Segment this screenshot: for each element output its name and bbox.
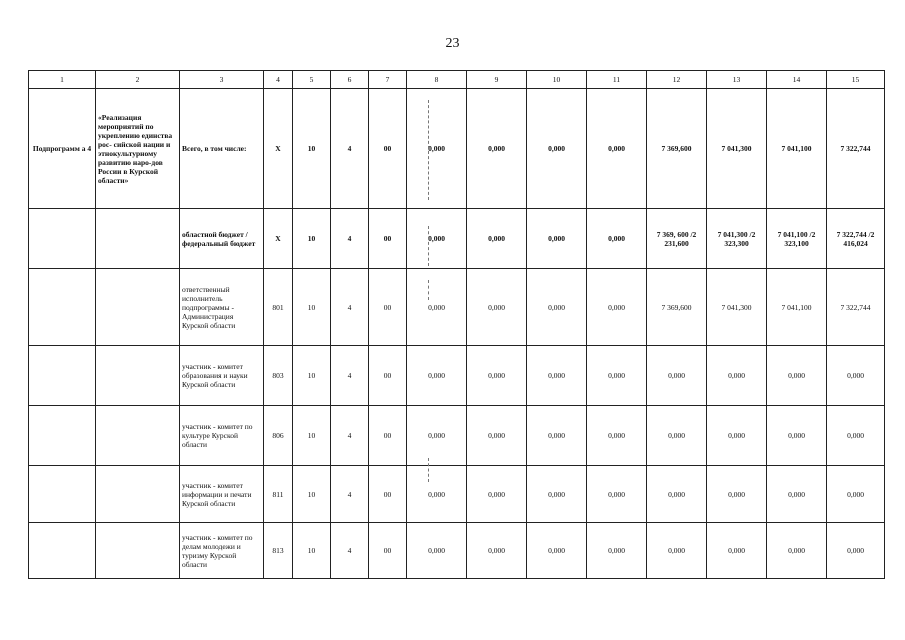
table-row [29, 89, 885, 209]
table-cell-col-10: 0,000 [527, 269, 587, 346]
table-cell-col-4: 811 [264, 466, 293, 523]
table-cell-col-13: 0,000 [707, 406, 767, 466]
table-cell-col-10: 0,000 [527, 346, 587, 406]
table-cell-col-5: 10 [293, 406, 331, 466]
table-cell-col-15: 0,000 [827, 406, 885, 466]
table-cell-col-8: 0,000 [407, 209, 467, 269]
table-cell-col-3: участник - комитет по делам молодежи и туризму Курской области [180, 523, 264, 579]
table-cell-col-14: 0,000 [767, 346, 827, 406]
table-cell-col-3: ответственный исполнитель подпрограммы - Администрация Курской области [180, 269, 264, 346]
column-header: 15 [827, 71, 885, 89]
table-cell-col-4: 803 [264, 346, 293, 406]
table-cell-col-9: 0,000 [467, 269, 527, 346]
table-cell-col-7: 00 [369, 466, 407, 523]
dashed-mark [428, 458, 429, 482]
table-cell-col-6: 4 [331, 269, 369, 346]
table-cell-col-6: 4 [331, 209, 369, 269]
table-cell-col-15: 0,000 [827, 523, 885, 579]
table-cell-col-13: 7 041,300 [707, 269, 767, 346]
table-cell-col-8: 0,000 [407, 523, 467, 579]
table-cell-col-12: 7 369,600 [647, 89, 707, 209]
table-cell-col-15: 0,000 [827, 466, 885, 523]
table-cell-col-3: участник - комитет по культуре Курской области [180, 406, 264, 466]
table-row [29, 406, 885, 466]
table-cell-col-3: участник - комитет образования и науки Курской области [180, 346, 264, 406]
table-cell-col-9: 0,000 [467, 346, 527, 406]
table-cell-col-11: 0,000 [587, 466, 647, 523]
table-cell-col-4: 813 [264, 523, 293, 579]
table-row [29, 209, 885, 269]
column-header: 10 [527, 71, 587, 89]
column-header: 1 [29, 71, 96, 89]
column-header: 4 [264, 71, 293, 89]
table-cell-col-6: 4 [331, 89, 369, 209]
dashed-mark [428, 226, 429, 266]
dashed-mark [428, 100, 429, 200]
table-cell-col-5: 10 [293, 269, 331, 346]
table-cell-col-4: 801 [264, 269, 293, 346]
table-cell-col-11: 0,000 [587, 523, 647, 579]
table-cell-col-11: 0,000 [587, 209, 647, 269]
table-cell-col-12: 7 369,600 [647, 269, 707, 346]
table-cell-col-12: 0,000 [647, 466, 707, 523]
table-cell-col-11: 0,000 [587, 89, 647, 209]
column-header: 5 [293, 71, 331, 89]
table-cell-col-7: 00 [369, 269, 407, 346]
table-cell-col-2 [96, 523, 180, 579]
table-cell-col-13: 0,000 [707, 466, 767, 523]
table-cell-col-13: 0,000 [707, 523, 767, 579]
column-header: 11 [587, 71, 647, 89]
table-cell-col-13: 7 041,300 /2 323,300 [707, 209, 767, 269]
table-cell-col-6: 4 [331, 406, 369, 466]
table-cell-col-3: областной бюджет /федеральный бюджет [180, 209, 264, 269]
table-cell-col-8: 0,000 [407, 269, 467, 346]
table-cell-col-8: 0,000 [407, 89, 467, 209]
table-cell-col-10: 0,000 [527, 523, 587, 579]
table-cell-col-1 [29, 466, 96, 523]
table-cell-col-4: 806 [264, 406, 293, 466]
table-cell-col-14: 0,000 [767, 466, 827, 523]
table-cell-col-15: 7 322,744 [827, 89, 885, 209]
table-cell-col-14: 0,000 [767, 406, 827, 466]
table-cell-col-2 [96, 466, 180, 523]
table-cell-col-2 [96, 406, 180, 466]
table-cell-col-6: 4 [331, 523, 369, 579]
table-cell-col-1 [29, 269, 96, 346]
table-cell-col-9: 0,000 [467, 466, 527, 523]
table-row [29, 346, 885, 406]
column-header: 13 [707, 71, 767, 89]
table-cell-col-3: участник - комитет информации и печати Курской области [180, 466, 264, 523]
table-cell-col-15: 0,000 [827, 346, 885, 406]
table-cell-col-4: Х [264, 89, 293, 209]
dashed-mark [428, 280, 429, 300]
table-cell-col-8: 0,000 [407, 406, 467, 466]
table-cell-col-11: 0,000 [587, 269, 647, 346]
table-cell-col-4: Х [264, 209, 293, 269]
column-header: 12 [647, 71, 707, 89]
column-header: 3 [180, 71, 264, 89]
table-cell-col-1 [29, 209, 96, 269]
table-cell-col-6: 4 [331, 346, 369, 406]
table-cell-col-12: 0,000 [647, 346, 707, 406]
table-row [29, 523, 885, 579]
table-cell-col-15: 7 322,744 /2 416,024 [827, 209, 885, 269]
table-cell-col-8: 0,000 [407, 466, 467, 523]
table-cell-col-14: 7 041,100 [767, 269, 827, 346]
column-header: 14 [767, 71, 827, 89]
table-cell-col-5: 10 [293, 523, 331, 579]
table-cell-col-1 [29, 346, 96, 406]
column-header: 6 [331, 71, 369, 89]
table-cell-col-10: 0,000 [527, 89, 587, 209]
table-cell-col-13: 7 041,300 [707, 89, 767, 209]
table-cell-col-9: 0,000 [467, 209, 527, 269]
page-number: 23 [445, 36, 460, 51]
column-header: 8 [407, 71, 467, 89]
table-cell-col-5: 10 [293, 89, 331, 209]
table-cell-col-1: Подпрограмм а 4 [29, 89, 96, 209]
table-cell-col-15: 7 322,744 [827, 269, 885, 346]
table-cell-col-5: 10 [293, 209, 331, 269]
table-cell-col-9: 0,000 [467, 523, 527, 579]
table-cell-col-11: 0,000 [587, 406, 647, 466]
table-cell-col-13: 0,000 [707, 346, 767, 406]
table-cell-col-12: 0,000 [647, 523, 707, 579]
column-header: 2 [96, 71, 180, 89]
table-cell-col-6: 4 [331, 466, 369, 523]
table-cell-col-7: 00 [369, 406, 407, 466]
table-cell-col-7: 00 [369, 346, 407, 406]
table-body [29, 89, 885, 579]
table-cell-col-9: 0,000 [467, 406, 527, 466]
table-cell-col-2 [96, 209, 180, 269]
table-cell-col-10: 0,000 [527, 209, 587, 269]
table-row [29, 466, 885, 523]
table-cell-col-1 [29, 406, 96, 466]
table-cell-col-14: 7 041,100 [767, 89, 827, 209]
table-cell-col-10: 0,000 [527, 406, 587, 466]
column-header: 9 [467, 71, 527, 89]
table-cell-col-7: 00 [369, 523, 407, 579]
table-cell-col-14: 7 041,100 /2 323,100 [767, 209, 827, 269]
table-cell-col-12: 0,000 [647, 406, 707, 466]
table-cell-col-2 [96, 346, 180, 406]
budget-table [28, 70, 885, 579]
table-row [29, 269, 885, 346]
table-cell-col-3: Всего, в том числе: [180, 89, 264, 209]
table-cell-col-11: 0,000 [587, 346, 647, 406]
table-cell-col-12: 7 369, 600 /2 231,600 [647, 209, 707, 269]
table-cell-col-8: 0,000 [407, 346, 467, 406]
table-cell-col-7: 00 [369, 209, 407, 269]
column-header: 7 [369, 71, 407, 89]
table-cell-col-14: 0,000 [767, 523, 827, 579]
table-cell-col-9: 0,000 [467, 89, 527, 209]
table-cell-col-2: «Реализация мероприятий по укреплению единства рос- сийской нации и этнокультурному развитию наро-дов России в Курской области» [96, 89, 180, 209]
table-cell-col-5: 10 [293, 466, 331, 523]
table-cell-col-5: 10 [293, 346, 331, 406]
table-cell-col-1 [29, 523, 96, 579]
table-cell-col-10: 0,000 [527, 466, 587, 523]
table-cell-col-2 [96, 269, 180, 346]
table-cell-col-7: 00 [369, 89, 407, 209]
column-number-row [29, 71, 885, 89]
